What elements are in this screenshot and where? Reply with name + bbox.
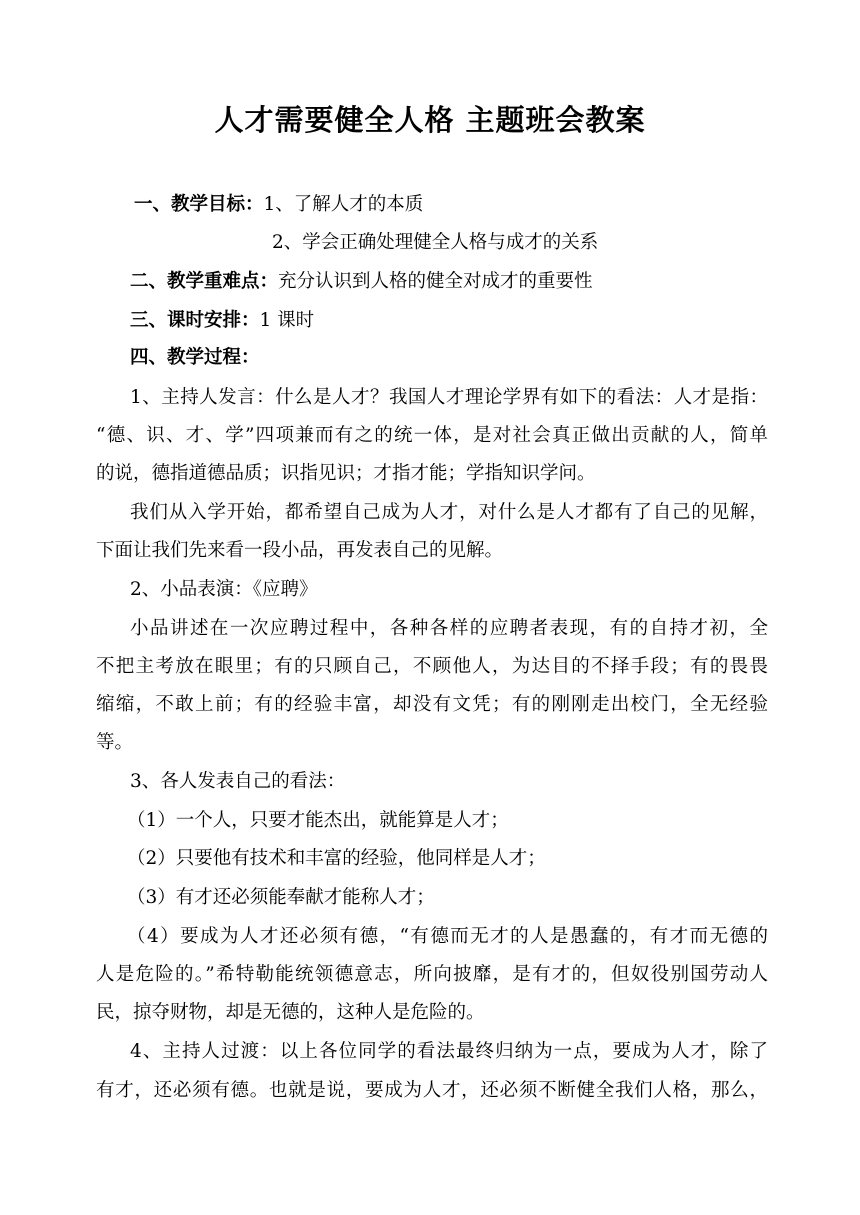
body-line: 我们从入学开始，都希望自己成为人才，对什么是人才都有了自己的见解， xyxy=(130,502,768,523)
body-line: 有才，还必须有德。也就是说，要成为人才，还必须不断健全我们人格，那么， xyxy=(96,1080,768,1101)
body-line: （4）要成为人才还必须有德，“有德而无才的人是愚蠢的，有才而无德的 xyxy=(127,926,768,947)
schedule-line xyxy=(130,309,314,333)
body-line: （2）只要他有技术和丰富的经验，他同样是人才； xyxy=(127,848,546,869)
body-line: 人是危险的。”希特勒能统领德意志，所向披靡，是有才的，但奴役别国劳动人 xyxy=(96,964,768,985)
body-line: “德、识、才、学”四项兼而有之的统一体，是对社会真正做出贡献的人，简单 xyxy=(96,425,768,446)
key-points-line xyxy=(130,270,593,294)
body-line: 不把主考放在眼里；有的只顾自己，不顾他人，为达目的不择手段；有的畏畏 xyxy=(96,656,768,677)
body-line: 下面让我们先来看一段小品，再发表自己的见解。 xyxy=(96,540,504,561)
body-line: 小品讲述在一次应聘过程中，各种各样的应聘者表现，有的自持才初，全 xyxy=(130,618,768,639)
key-points-label: 二、教学重难点： xyxy=(130,271,279,292)
body-line: 的说，德指道德品质；识指见识；才指才能；学指知识学问。 xyxy=(96,463,596,484)
objectives-item-1: 1、了解人才的本质 xyxy=(263,194,424,215)
body-line: 民，掠夺财物，却是无德的，这种人是危险的。 xyxy=(96,1002,485,1023)
schedule-label: 三、课时安排： xyxy=(130,310,260,331)
schedule-text: 1 课时 xyxy=(259,310,315,331)
body-line: 4、主持人过渡：以上各位同学的看法最终归纳为一点，要成为人才，除了 xyxy=(130,1041,768,1062)
document-title: 人才需要健全人格 主题班会教案 xyxy=(214,103,646,137)
process-label: 四、教学过程： xyxy=(130,347,260,368)
objectives-line xyxy=(134,193,423,217)
key-points-text: 充分认识到人格的健全对成才的重要性 xyxy=(278,271,593,292)
body-line: （3）有才还必须能奉献才能称人才； xyxy=(127,887,435,908)
body-line: 3、各人发表自己的看法： xyxy=(130,771,346,792)
objectives-label: 一、教学目标： xyxy=(134,194,264,215)
body-line: 1、主持人发言：什么是人才？我国人才理论学界有如下的看法：人才是指： xyxy=(130,387,768,408)
body-line: 2、小品表演：《应聘》 xyxy=(130,579,318,600)
body-line: 缩缩，不敢上前；有的经验丰富，却没有文凭；有的刚刚走出校门，全无经验 xyxy=(96,694,768,715)
objectives-item-2: 2、学会正确处理健全人格与成才的关系 xyxy=(272,232,599,253)
body-line: （1）一个人，只要才能杰出，就能算是人才； xyxy=(127,810,509,831)
body-line: 等。 xyxy=(96,732,134,753)
